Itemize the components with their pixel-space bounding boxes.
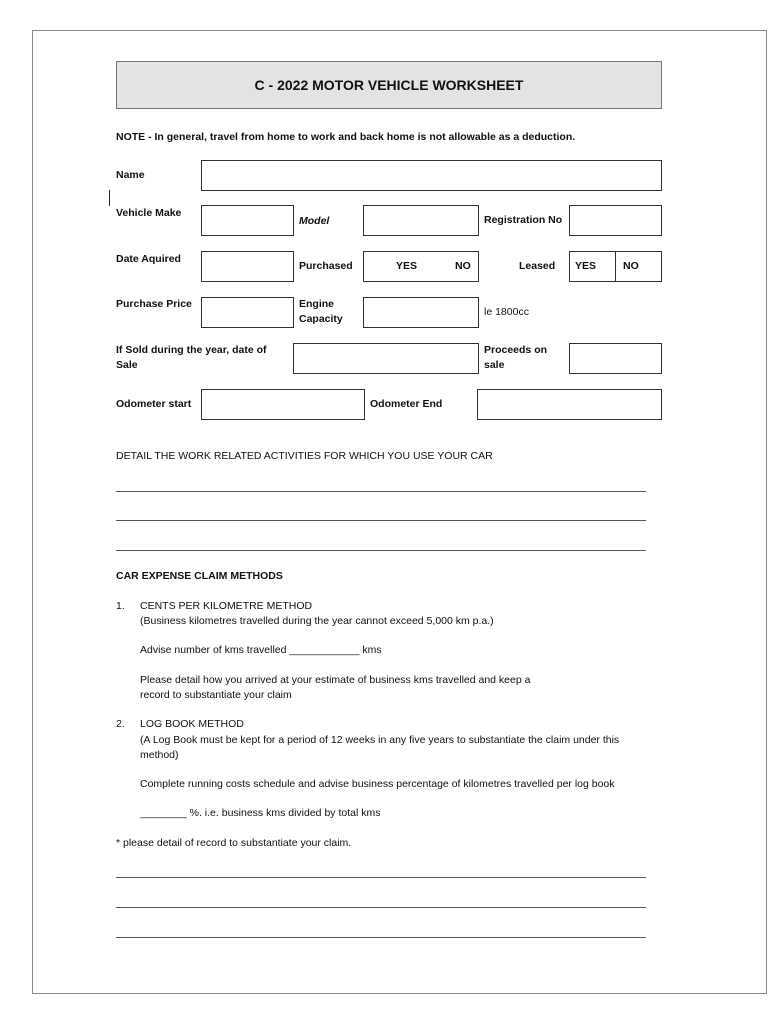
- worksheet-title: C - 2022 MOTOR VEHICLE WORKSHEET: [116, 61, 662, 109]
- detail-line-2[interactable]: [116, 520, 646, 521]
- date-acquired-input[interactable]: [201, 251, 294, 282]
- capacity-label: Capacity: [299, 313, 343, 325]
- method1-title: CENTS PER KILOMETRE METHOD: [140, 600, 313, 612]
- registration-no-input[interactable]: [569, 205, 662, 236]
- method2-title: LOG BOOK METHOD: [140, 718, 244, 730]
- odometer-end-input[interactable]: [477, 389, 662, 420]
- odometer-end-label: Odometer End: [370, 398, 443, 410]
- leased-no-box[interactable]: [615, 251, 662, 282]
- date-acquired-label: Date Aquired: [116, 253, 181, 265]
- purchased-yes-option[interactable]: YES: [396, 260, 418, 272]
- vehicle-make-input[interactable]: [201, 205, 294, 236]
- purchased-no-option[interactable]: NO: [455, 260, 471, 272]
- detail-heading: DETAIL THE WORK RELATED ACTIVITIES FOR WHICH YOU USE YOUR CAR: [116, 450, 493, 462]
- registration-no-label: Registration No: [484, 214, 563, 226]
- name-label: Name: [116, 169, 145, 181]
- proceeds-input[interactable]: [569, 343, 662, 374]
- method1-advise-kms: Advise number of kms travelled ____________ kms: [140, 644, 382, 656]
- proceeds-sale-label: sale: [484, 359, 505, 371]
- purchase-price-input[interactable]: [201, 297, 294, 328]
- detail-line-3[interactable]: [116, 550, 646, 551]
- method1-subtitle: (Business kilometres travelled during the year cannot exceed 5,000 km p.a.): [140, 615, 494, 627]
- footnote: * please detail of record to substantiate your claim.: [116, 837, 352, 849]
- method2-number: 2.: [116, 718, 125, 730]
- method2-subtitle-1: (A Log Book must be kept for a period of 12 weeks in any five years to substantiate the claim under this: [140, 734, 620, 746]
- note-text: NOTE - In general, travel from home to work and back home is not allowable as a deduction.: [116, 131, 576, 143]
- sale-label: Sale: [116, 359, 138, 371]
- methods-heading: CAR EXPENSE CLAIM METHODS: [116, 570, 283, 582]
- name-input[interactable]: [201, 160, 662, 191]
- detail-line-1[interactable]: [116, 491, 646, 492]
- leased-label: Leased: [519, 260, 556, 272]
- purchase-price-label: Purchase Price: [116, 298, 192, 310]
- model-label: Model: [299, 215, 330, 227]
- purchased-yes-no-box[interactable]: [363, 251, 479, 282]
- record-line-2[interactable]: [116, 907, 646, 908]
- engine-label: Engine: [299, 298, 335, 310]
- if-sold-label: If Sold during the year, date of: [116, 344, 267, 356]
- leased-yes-option[interactable]: YES: [575, 260, 597, 272]
- proceeds-label: Proceeds on: [484, 344, 548, 356]
- engine-capacity-note: le 1800cc: [484, 306, 529, 318]
- odometer-start-label: Odometer start: [116, 398, 192, 410]
- method1-number: 1.: [116, 600, 125, 612]
- record-line-1[interactable]: [116, 877, 646, 878]
- leased-yes-box[interactable]: [569, 251, 616, 282]
- method2-subtitle-2: method): [140, 749, 179, 761]
- method1-detail-line-1: Please detail how you arrived at your estimate of business kms travelled and keep a: [140, 674, 531, 686]
- engine-capacity-input[interactable]: [363, 297, 479, 328]
- method2-complete-text: Complete running costs schedule and advise business percentage of kilometres travelled per log book: [140, 778, 615, 790]
- method2-percentage: ________ %. i.e. business kms divided by total kms: [140, 807, 381, 819]
- purchased-label: Purchased: [299, 260, 353, 272]
- leased-no-option[interactable]: NO: [623, 260, 639, 272]
- model-input[interactable]: [363, 205, 479, 236]
- sold-date-input[interactable]: [293, 343, 479, 374]
- vehicle-make-label: Vehicle Make: [116, 207, 182, 219]
- text-cursor: [109, 190, 110, 206]
- record-line-3[interactable]: [116, 937, 646, 938]
- method1-detail-line-2: record to substantiate your claim: [140, 689, 292, 701]
- odometer-start-input[interactable]: [201, 389, 365, 420]
